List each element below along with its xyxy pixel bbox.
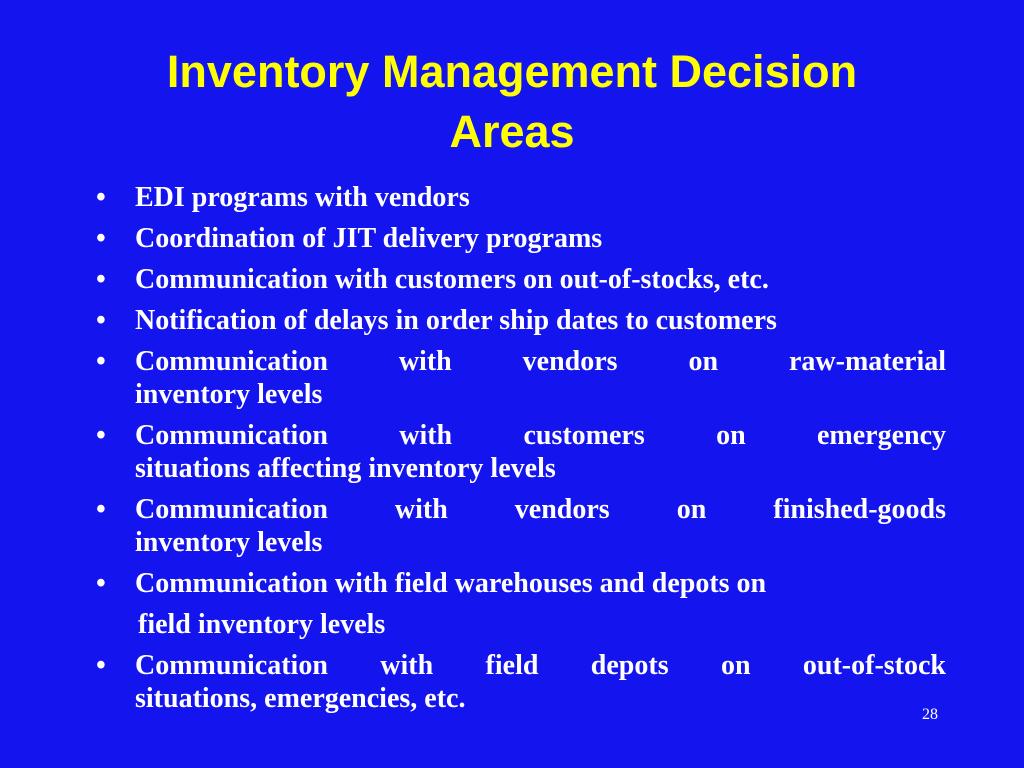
bullet-text: EDI programs with vendors: [135, 182, 470, 213]
bullet-item: [96, 181, 946, 214]
bullet-continuation: [96, 608, 946, 641]
bullet-item: [96, 222, 946, 255]
bullet-dot: •: [96, 223, 106, 254]
bullet-item: [96, 649, 946, 715]
bullet-item: [96, 567, 946, 600]
bullet-item: [96, 419, 946, 485]
bullet-text-line-2: inventory levels: [135, 379, 323, 410]
bullet-item: [96, 493, 946, 559]
slide-title-line-2: Areas: [449, 106, 575, 157]
bullet-text-line-2: inventory levels: [135, 527, 323, 558]
slide-title-line-1: Inventory Management Decision: [166, 46, 858, 97]
bullet-dot: •: [96, 182, 106, 213]
page-number: 28: [922, 706, 938, 723]
bullet-text: Communication with customers on out-of-stocks, etc.: [135, 264, 769, 295]
bullet-dot: •: [96, 264, 106, 295]
bullet-dot: •: [96, 420, 106, 451]
bullet-dot: •: [96, 568, 106, 599]
bullet-list: [96, 181, 946, 723]
bullet-text-line-1: Communication with vendors on raw-material: [135, 346, 946, 377]
bullet-text-line-1: Communication with field depots on out-of-stock: [135, 650, 946, 681]
bullet-text-line-2: situations, emergencies, etc.: [135, 683, 466, 714]
bullet-dot: •: [96, 305, 106, 336]
bullet-text: Coordination of JIT delivery programs: [135, 223, 603, 254]
slide-title: [60, 42, 964, 162]
bullet-dot: •: [96, 494, 106, 525]
bullet-text-line-2: situations affecting inventory levels: [135, 453, 556, 484]
bullet-text: Notification of delays in order ship dates to customers: [135, 305, 777, 336]
bullet-dot: •: [96, 650, 106, 681]
bullet-item: [96, 304, 946, 337]
bullet-text-line-1: Communication with vendors on finished-goods: [135, 494, 946, 525]
bullet-text: Communication with field warehouses and depots on: [135, 568, 767, 599]
bullet-dot: •: [96, 346, 106, 377]
bullet-text: field inventory levels: [138, 609, 386, 640]
bullet-text-line-1: Communication with customers on emergency: [135, 420, 946, 451]
bullet-item: [96, 263, 946, 296]
bullet-item: [96, 345, 946, 411]
